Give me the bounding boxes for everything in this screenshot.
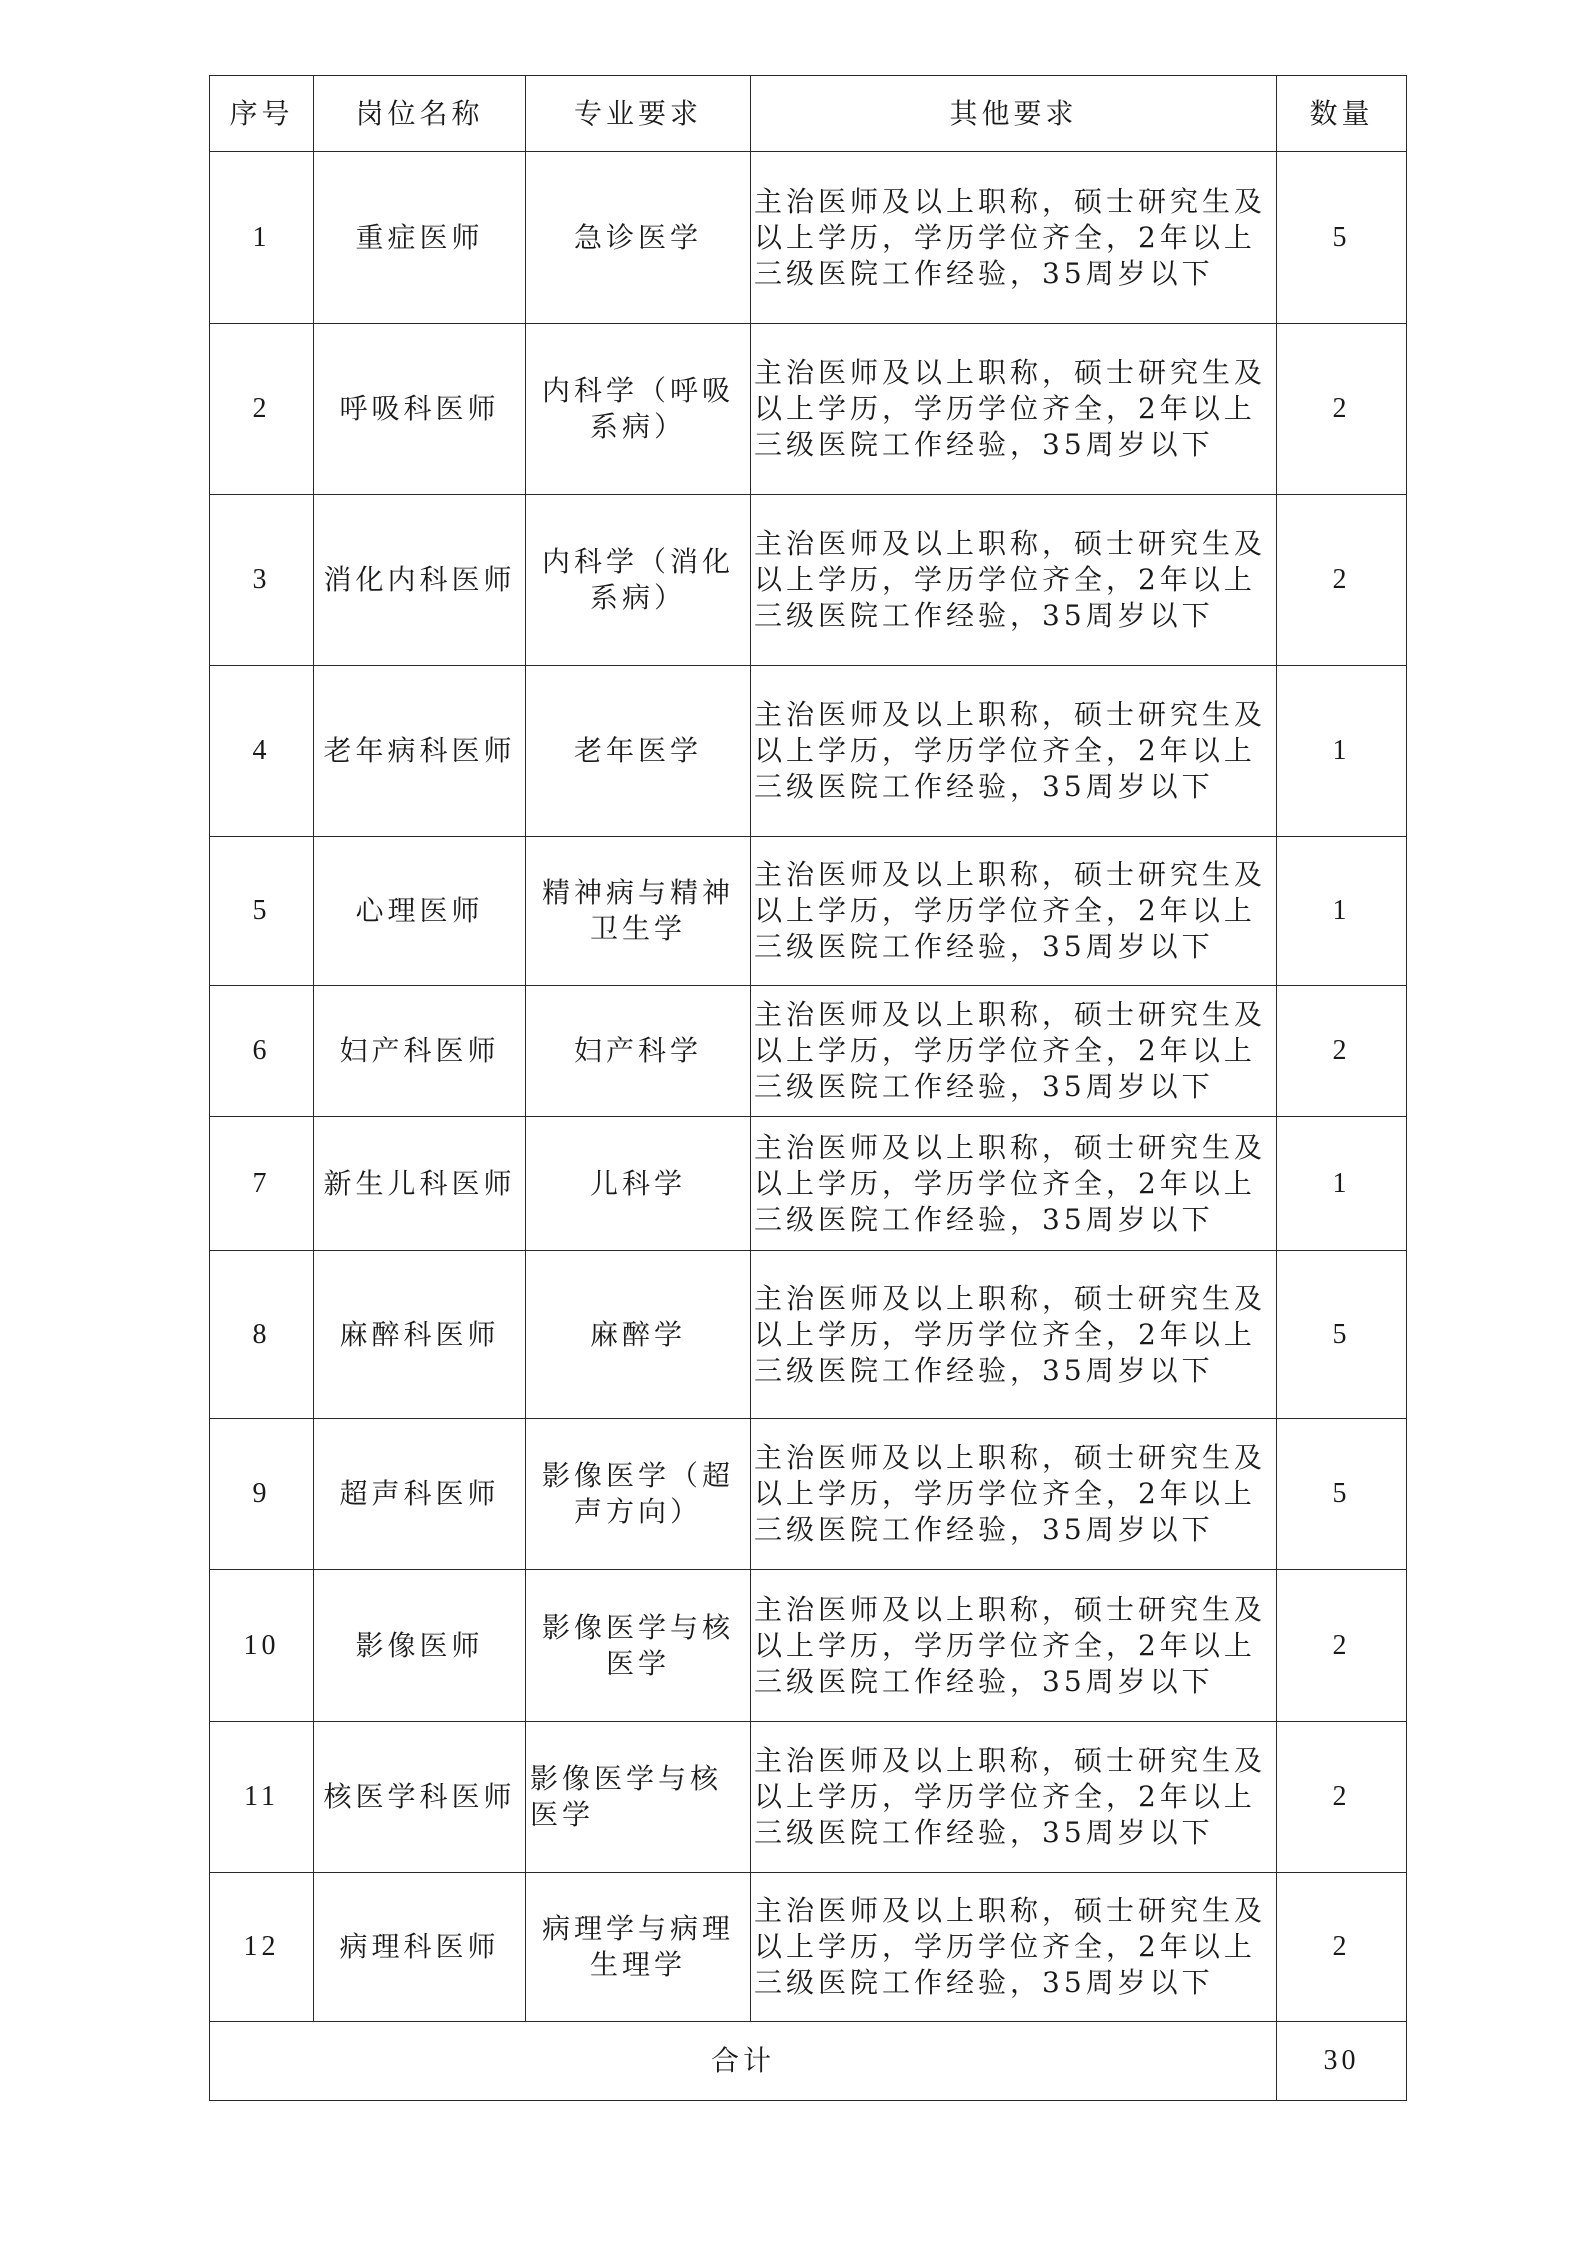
- header-row: [210, 76, 1407, 152]
- row-other: 主治医师及以上职称，硕士研究生及以上学历，学历学位齐全，2年以上三级医院工作经验，35周岁以下: [751, 1419, 1277, 1570]
- row-major: 麻醉学: [526, 1251, 751, 1419]
- row-title: 消化内科医师: [314, 495, 526, 666]
- row-count: 2: [1277, 324, 1407, 495]
- table-row: [210, 837, 1407, 986]
- row-major: 病理学与病理生理学: [526, 1873, 751, 2022]
- header-no: 序号: [210, 76, 314, 152]
- row-title: 心理医师: [314, 837, 526, 986]
- table-row: [210, 986, 1407, 1117]
- positions-table: [209, 75, 1407, 2101]
- row-no: 4: [210, 666, 314, 837]
- table-row: [210, 1251, 1407, 1419]
- row-count: 2: [1277, 1873, 1407, 2022]
- row-major: 影像医学（超声方向）: [526, 1419, 751, 1570]
- row-other: 主治医师及以上职称，硕士研究生及以上学历，学历学位齐全，2年以上三级医院工作经验，35周岁以下: [751, 1722, 1277, 1873]
- row-count: 2: [1277, 495, 1407, 666]
- row-title: 麻醉科医师: [314, 1251, 526, 1419]
- row-other: 主治医师及以上职称，硕士研究生及以上学历，学历学位齐全，2年以上三级医院工作经验，35周岁以下: [751, 324, 1277, 495]
- table-row: [210, 495, 1407, 666]
- row-no: 1: [210, 152, 314, 324]
- row-other: 主治医师及以上职称，硕士研究生及以上学历，学历学位齐全，2年以上三级医院工作经验，35周岁以下: [751, 495, 1277, 666]
- row-major: 内科学（呼吸系病）: [526, 324, 751, 495]
- row-no: 6: [210, 986, 314, 1117]
- row-major: 影像医学与核医学: [526, 1570, 751, 1722]
- row-other: 主治医师及以上职称，硕士研究生及以上学历，学历学位齐全，2年以上三级医院工作经验，35周岁以下: [751, 1251, 1277, 1419]
- row-title: 超声科医师: [314, 1419, 526, 1570]
- row-count: 2: [1277, 1722, 1407, 1873]
- row-major: 妇产科学: [526, 986, 751, 1117]
- row-major: 精神病与精神卫生学: [526, 837, 751, 986]
- row-no: 9: [210, 1419, 314, 1570]
- row-count: 1: [1277, 666, 1407, 837]
- table-row: [210, 324, 1407, 495]
- row-major: 影像医学与核医学: [526, 1722, 751, 1873]
- row-other: 主治医师及以上职称，硕士研究生及以上学历，学历学位齐全，2年以上三级医院工作经验，35周岁以下: [751, 1873, 1277, 2022]
- row-count: 5: [1277, 1251, 1407, 1419]
- row-title: 妇产科医师: [314, 986, 526, 1117]
- row-title: 核医学科医师: [314, 1722, 526, 1873]
- row-count: 1: [1277, 1117, 1407, 1251]
- row-count: 5: [1277, 1419, 1407, 1570]
- row-no: 10: [210, 1570, 314, 1722]
- total-count: 30: [1277, 2022, 1407, 2101]
- row-other: 主治医师及以上职称，硕士研究生及以上学历，学历学位齐全，2年以上三级医院工作经验，35周岁以下: [751, 152, 1277, 324]
- row-other: 主治医师及以上职称，硕士研究生及以上学历，学历学位齐全，2年以上三级医院工作经验，35周岁以下: [751, 1570, 1277, 1722]
- row-count: 2: [1277, 986, 1407, 1117]
- row-other: 主治医师及以上职称，硕士研究生及以上学历，学历学位齐全，2年以上三级医院工作经验，35周岁以下: [751, 1117, 1277, 1251]
- row-count: 1: [1277, 837, 1407, 986]
- row-major: 老年医学: [526, 666, 751, 837]
- table-row: [210, 1570, 1407, 1722]
- row-no: 12: [210, 1873, 314, 2022]
- row-no: 8: [210, 1251, 314, 1419]
- table-row: [210, 1873, 1407, 2022]
- header-count: 数量: [1277, 76, 1407, 152]
- row-other: 主治医师及以上职称，硕士研究生及以上学历，学历学位齐全，2年以上三级医院工作经验，35周岁以下: [751, 837, 1277, 986]
- row-title: 影像医师: [314, 1570, 526, 1722]
- table-row: [210, 1419, 1407, 1570]
- total-row: [210, 2022, 1407, 2101]
- header-title: 岗位名称: [314, 76, 526, 152]
- row-no: 3: [210, 495, 314, 666]
- row-other: 主治医师及以上职称，硕士研究生及以上学历，学历学位齐全，2年以上三级医院工作经验，35周岁以下: [751, 666, 1277, 837]
- row-title: 重症医师: [314, 152, 526, 324]
- table-row: [210, 1117, 1407, 1251]
- row-count: 2: [1277, 1570, 1407, 1722]
- row-title: 老年病科医师: [314, 666, 526, 837]
- row-other: 主治医师及以上职称，硕士研究生及以上学历，学历学位齐全，2年以上三级医院工作经验，35周岁以下: [751, 986, 1277, 1117]
- header-other: 其他要求: [751, 76, 1277, 152]
- row-count: 5: [1277, 152, 1407, 324]
- row-major: 内科学（消化系病）: [526, 495, 751, 666]
- row-no: 7: [210, 1117, 314, 1251]
- table-row: [210, 666, 1407, 837]
- row-major: 儿科学: [526, 1117, 751, 1251]
- table-row: [210, 152, 1407, 324]
- row-title: 呼吸科医师: [314, 324, 526, 495]
- row-no: 11: [210, 1722, 314, 1873]
- row-title: 病理科医师: [314, 1873, 526, 2022]
- header-major: 专业要求: [526, 76, 751, 152]
- table-row: [210, 1722, 1407, 1873]
- row-no: 2: [210, 324, 314, 495]
- row-major: 急诊医学: [526, 152, 751, 324]
- row-no: 5: [210, 837, 314, 986]
- row-title: 新生儿科医师: [314, 1117, 526, 1251]
- total-label: 合计: [210, 2022, 1277, 2101]
